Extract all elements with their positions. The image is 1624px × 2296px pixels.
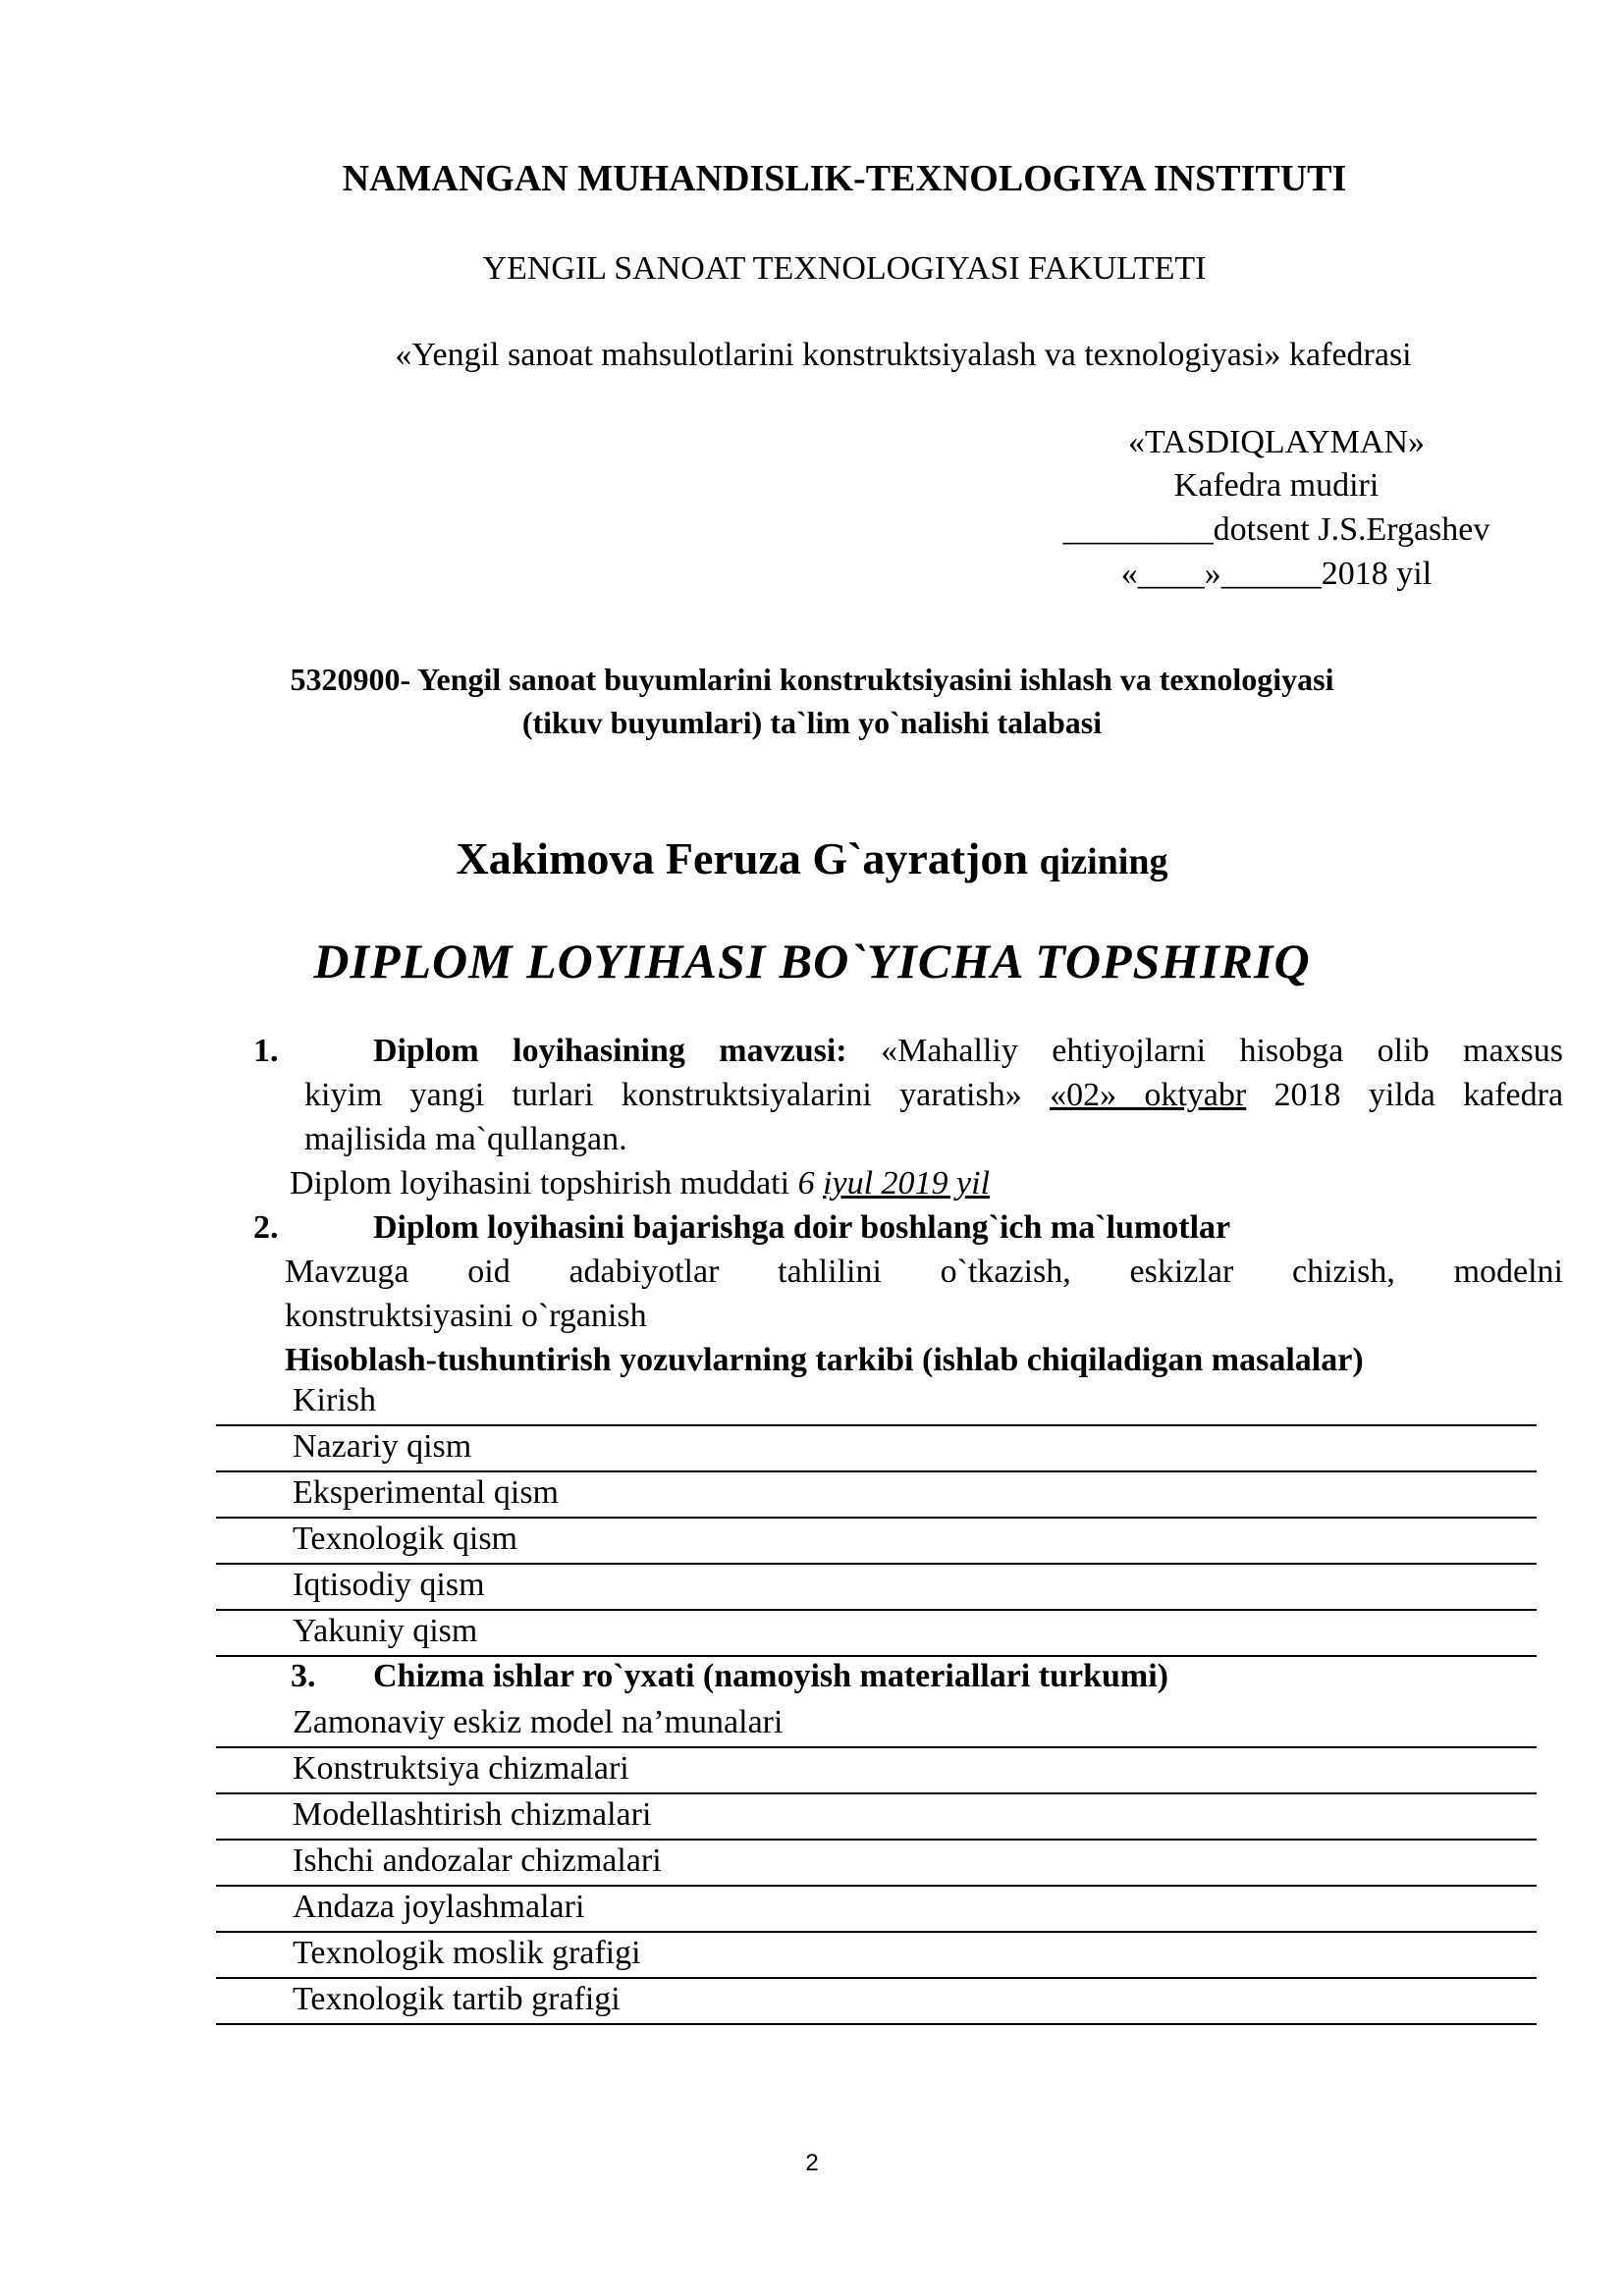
list-item [216, 1701, 1537, 1748]
section-1-approval-date: «02» oktyabr [1050, 1077, 1247, 1113]
section-2-subheading: Hisoblash-tushuntirish yozuvlarning tarkibi (ishlab chiqiladigan masalalar) [285, 1342, 1364, 1378]
section-2-number: 2. [253, 1209, 279, 1246]
list-item [216, 1518, 1537, 1565]
department-name: «Yengil sanoat mahsulotlarini konstruktsiyalash va texnologiyasi» kafedrasi [395, 337, 1412, 373]
institute-name: NAMANGAN MUHANDISLIK-TEXNOLOGIYA INSTITUTI [342, 158, 1347, 199]
list-item [216, 1564, 1537, 1611]
section-2-label: Diplom loyihasini bajarishga doir boshlang`ich ma`lumotlar [373, 1209, 1231, 1246]
list-item-text: Ishchi andozalar chizmalari [293, 1842, 662, 1879]
faculty-name: YENGIL SANOAT TEXNOLOGIYASI FAKULTETI [482, 250, 1207, 287]
list-item-text: Konstruktsiya chizmalari [293, 1750, 629, 1787]
section-1-deadline [290, 1165, 990, 1202]
list-item [216, 1840, 1537, 1887]
student-full-name: Xakimova Feruza G`ayratjon [456, 833, 1029, 883]
specialty-line-2: (tikuv buyumlari) ta`lim yo`nalishi talabasi [521, 705, 1103, 740]
list-item-text: Texnologik qism [293, 1521, 518, 1557]
list-item-text: Nazariy qism [293, 1428, 472, 1465]
deadline-day: 6 [797, 1165, 815, 1201]
section-1-number: 1. [253, 1033, 279, 1069]
section-1-line-3: majlisida ma`qullangan. [304, 1121, 627, 1157]
deadline-date: iyul 2019 yil [823, 1165, 991, 1201]
list-item [216, 1793, 1537, 1841]
list-item [216, 1932, 1537, 1979]
approval-title: «TASDIQLAYMAN» [1127, 424, 1426, 460]
list-item [216, 1610, 1537, 1657]
list-item-text: Iqtisodiy qism [293, 1567, 485, 1603]
list-item-text: Texnologik moslik grafigi [293, 1935, 641, 1971]
approval-role: Kafedra mudiri [1173, 467, 1380, 504]
section-1-topic-part-2: kiyim yangi turlari konstruktsiyalarini yaratish» [304, 1077, 1022, 1113]
student-name [0, 832, 1624, 884]
section-2-text-2: konstruktsiyasini o`rganish [285, 1298, 647, 1334]
student-name-suffix: qizining [1039, 841, 1168, 882]
section-1-line-2 [304, 1077, 1563, 1114]
list-item [216, 1425, 1537, 1472]
list-item-text: Andaza joylashmalari [293, 1889, 585, 1925]
section-1-topic-part-3: 2018 yilda kafedra [1273, 1077, 1564, 1113]
list-item [216, 1747, 1537, 1794]
section-3-number: 3. [291, 1658, 316, 1694]
page-number: 2 [805, 2150, 819, 2176]
deadline-label: Diplom loyihasini topshirish muddati [290, 1165, 790, 1201]
approval-date: «____»______2018 yil [1120, 556, 1433, 592]
list-item-text: Eksperimental qism [293, 1474, 560, 1511]
list-item [216, 1471, 1537, 1519]
list-item [216, 1978, 1537, 2025]
document-title: DIPLOM LOYIHASI BO`YICHA TOPSHIRIQ [313, 934, 1311, 988]
section-1-label: Diplom loyihasining mavzusi: [373, 1033, 847, 1069]
list-item [216, 1379, 1537, 1426]
specialty-line-1: 5320900- Yengil sanoat buyumlarini konstruktsiyasini ishlash va texnologiyasi [290, 662, 1334, 697]
list-item-text: Texnologik tartib grafigi [293, 1981, 621, 2017]
list-item [216, 1886, 1537, 1933]
section-2-text-1: Mavzuga oid adabiyotlar tahlilini o`tkazish, eskizlar chizish, modelni [285, 1254, 1563, 1290]
section-1-line-1 [373, 1033, 1563, 1070]
list-item-text: Modellashtirish chizmalari [293, 1796, 652, 1833]
approval-signature: _________dotsent J.S.Ergashev [1062, 511, 1490, 548]
list-item-text: Zamonaviy eskiz model na’munalari [293, 1704, 784, 1740]
section-1-topic-part-1: «Mahalliy ehtiyojlarni hisobga olib maxsus [881, 1033, 1564, 1069]
list-item-text: Kirish [293, 1382, 376, 1418]
section-3-label: Chizma ishlar ro`yxati (namoyish materiallari turkumi) [373, 1658, 1168, 1694]
list-item-text: Yakuniy qism [293, 1613, 478, 1649]
